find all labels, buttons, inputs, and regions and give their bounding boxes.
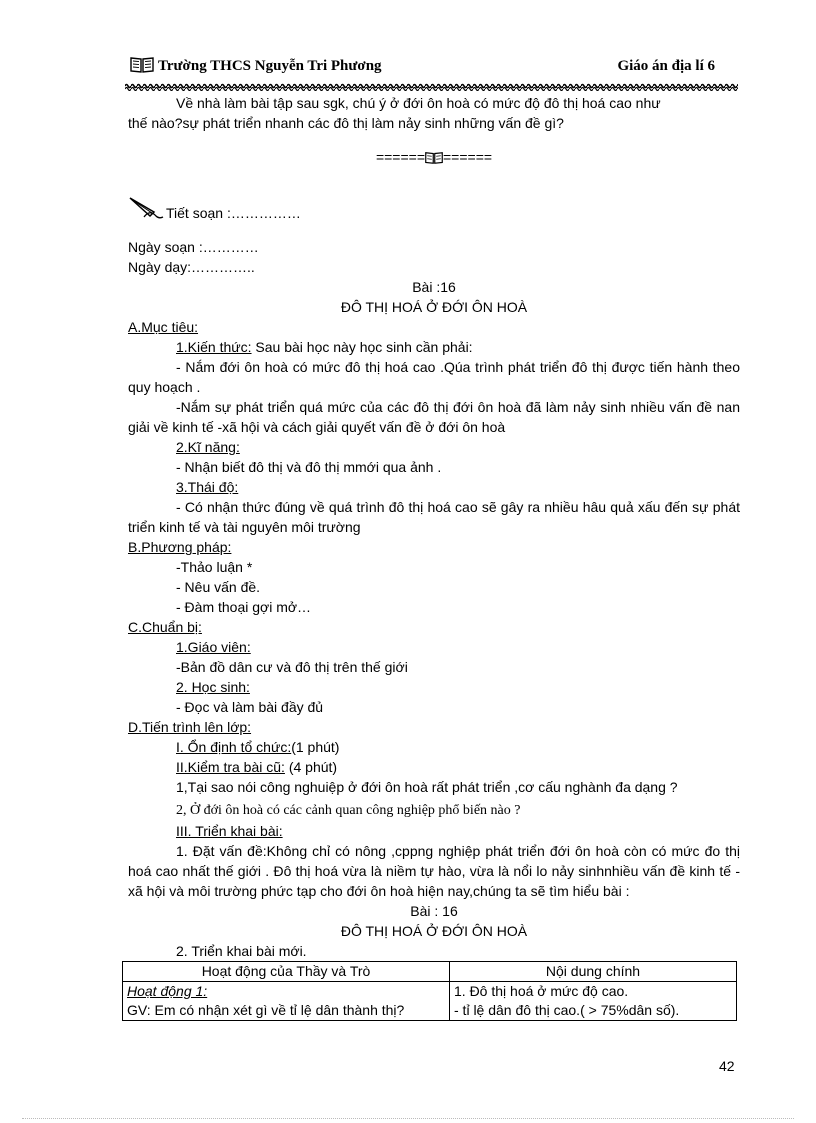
skills-label: 2.Kĩ năng: xyxy=(176,439,240,455)
method-item: -Thảo luận * xyxy=(176,559,253,575)
content-line-1: 1. Đô thị hoá ở mức độ cao. xyxy=(454,983,629,999)
procedure-heading: D.Tiến trình lên lớp: xyxy=(128,719,252,735)
ngay-soan: Ngày soạn :………… xyxy=(128,239,259,255)
teacher-item: -Bản đồ dân cư và đô thị trên thế giới xyxy=(176,659,408,675)
section-separator xyxy=(128,147,740,167)
school-name: Trường THCS Nguyễn Tri Phương xyxy=(158,58,382,74)
step2-time: (4 phút) xyxy=(284,759,338,775)
table-header-row xyxy=(123,962,737,982)
activity-label: Hoạt động 1: xyxy=(127,983,208,999)
lesson-number-2: Bài : 16 xyxy=(410,903,458,919)
knowledge-item-2: -Nắm sự phát triển quá mức của các đô thị đới ôn hoà đã làm nảy sinh nhiều vấn đề nan giải về kinh tế -xã hội và cách giải quyết vấn đề ở đới ôn hoà xyxy=(128,399,740,435)
tiet-soan: Tiết soạn :…………… xyxy=(166,205,301,221)
teacher-label: 1.Giáo viên: xyxy=(176,639,251,655)
table-row xyxy=(123,982,737,1021)
page-number: 42 xyxy=(719,1058,735,1074)
content-cell xyxy=(450,982,737,1021)
new-lesson-line: 2. Triển khai bài mới. xyxy=(176,943,307,959)
knowledge-label: 1.Kiến thức: xyxy=(176,339,252,355)
lesson-title: ĐÔ THỊ HOÁ Ở ĐỚI ÔN HOÀ xyxy=(340,299,528,315)
book-icon xyxy=(425,151,443,165)
step3-line xyxy=(128,821,740,841)
page-header xyxy=(130,56,715,78)
intro-paragraph: 1. Đặt vấn đề:Không chỉ có nông ,cppng nghiệp phát triển đới ôn hoà còn có mức đo thị hoá cao nhất thế giới . Đô thị hoá vừa là niềm tự hào, vừa là nổi lo nảy sinhnhiều vấn đề kinh tế -xã hội và môi trường phức tạp cho đới ôn hoà hiện nay,chúng ta sẽ tìm hiểu bài : xyxy=(128,843,740,899)
attitude-line xyxy=(128,477,740,497)
pen-writing-icon xyxy=(128,195,164,221)
tiet-soan-line xyxy=(128,195,740,223)
table-header-content: Nội dung chính xyxy=(450,962,737,982)
attitude-item-1: - Có nhận thức đúng về quá trình đô thị hoá cao sẽ gây ra nhiều hâu quả xấu đến sự phát triển kinh tế và tài nguyên môi trường xyxy=(128,499,740,535)
step2-label: II.Kiểm tra bài cũ: xyxy=(176,759,285,775)
lesson-table xyxy=(122,961,737,1021)
header-wavy-divider xyxy=(125,83,738,91)
spacer xyxy=(128,223,740,237)
step1-time: (1 phút) xyxy=(291,739,340,755)
student-item: - Đọc và làm bài đầy đủ xyxy=(176,699,324,715)
knowledge-item-1: - Nắm đới ôn hoà có mức đô thị hoá cao .Qúa trình phát triển đô thị được tiến hành theo quy hoạch . xyxy=(128,359,740,395)
skills-line xyxy=(128,437,740,457)
content-line-2: - tỉ lệ dân đô thị cao.( > 75%dân số). xyxy=(454,1002,680,1018)
ngay-day: Ngày dạy:………….. xyxy=(128,259,255,275)
lesson-title-2: ĐÔ THỊ HOÁ Ở ĐỚI ÔN HOÀ xyxy=(340,923,528,939)
question-1: 1,Tại sao nói công nghuiệp ở đới ôn hoà rất phát triển ,cơ cấu nghành đa dạng ? xyxy=(176,779,678,795)
step3-label: III. Triển khai bài: xyxy=(176,823,283,839)
homework-line-1: Về nhà làm bài tập sau sgk, chú ý ở đới ôn hoà có mức độ đô thị hoá cao như xyxy=(176,95,661,111)
activity-cell xyxy=(123,982,450,1021)
objectives-heading: A.Mục tiêu: xyxy=(128,319,199,335)
homework-line-2: thế nào?sự phát triển nhanh các đô thị làm nảy sinh những vấn đề gì? xyxy=(128,115,564,131)
activity-question: GV: Em có nhận xét gì về tỉ lệ dân thành thị? xyxy=(127,1002,405,1018)
skills-item-1: - Nhận biết đô thị và đô thị mmới qua ảnh . xyxy=(176,459,442,475)
step1-label: I. Ổn định tổ chức: xyxy=(176,739,292,755)
teacher-line xyxy=(128,637,740,657)
preparation-heading: C.Chuẩn bị: xyxy=(128,619,202,635)
subject-title: Giáo án địa lí 6 xyxy=(617,58,715,74)
document-body xyxy=(128,93,740,1021)
attitude-label: 3.Thái độ: xyxy=(176,479,239,495)
spacer xyxy=(128,181,740,195)
book-icon xyxy=(130,56,154,74)
step1-line xyxy=(128,737,740,757)
lesson-number: Bài :16 xyxy=(412,279,456,295)
table-header-activity: Hoạt động của Thầy và Trò xyxy=(123,962,450,982)
step2-line xyxy=(128,757,740,777)
student-line xyxy=(128,677,740,697)
knowledge-intro: Sau bài học này học sinh cần phải: xyxy=(251,339,473,355)
methods-heading: B.Phương pháp: xyxy=(128,539,232,555)
separator-left: ====== xyxy=(375,149,425,165)
separator-right: ====== xyxy=(443,149,493,165)
method-item: - Đàm thoại gợi mở… xyxy=(176,599,312,615)
question-2: 2, Ở đới ôn hoà có các cảnh quan công nghiệp phổ biến nào ? xyxy=(176,803,521,818)
student-label: 2. Học sinh: xyxy=(176,679,250,695)
page-bottom-border xyxy=(22,1118,794,1119)
knowledge-line xyxy=(128,337,740,357)
method-item: - Nêu vấn đề. xyxy=(176,579,261,595)
